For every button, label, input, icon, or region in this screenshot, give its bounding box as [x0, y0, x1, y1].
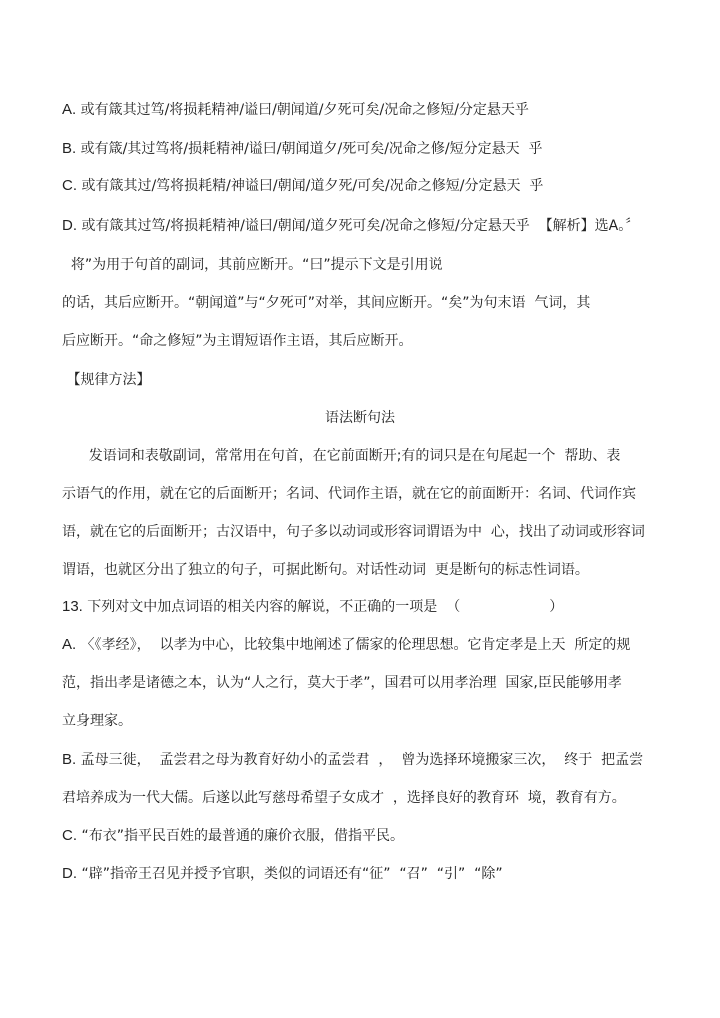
question-text: 下列对文中加点词语的相关内容的解说，不正确的一项是 （ ）: [82, 599, 564, 615]
option-text: 孟母三徙， 孟尝君之母为教育好幼小的孟尝君 ， 曾为选择环境搬家三次， 终于 把孟尝: [76, 752, 644, 768]
q12-option-a: [62, 101, 529, 119]
q12-option-d: [62, 217, 639, 235]
option-text: 或有箴/其过笃将/损耗精神/谥曰/朝闻道夕/死可矣/况命之修/短分定悬天 乎: [76, 141, 543, 157]
analysis-line: 将”为用于句首的副词，其前应断开。“曰”提示下文是引用说: [62, 257, 443, 273]
q13-stem: [62, 598, 563, 616]
q13-option-a-cont: 立身理家。: [62, 713, 132, 729]
option-label: B.: [62, 751, 77, 768]
analysis-line: 的话，其后应断开。“朝闻道”与“夕死可”对举，其间应断开。“矣”为句末语 气词，其: [62, 295, 591, 311]
option-label: A.: [62, 101, 77, 118]
option-label: D.: [62, 217, 77, 234]
option-text: 或有箴其过笃/将损耗精神/谥曰/朝闻/道夕死可矣/况命之修短/分定悬天乎 【解析】选A。〞: [77, 218, 640, 234]
option-text: 或有箴其过/笃将损耗精/神谥曰/朝闻/道夕死/可矣/况命之修短/分定悬天 乎: [77, 178, 544, 194]
method-line: 谓语，也就区分出了独立的句子，可据此断句。对话性动词 更是断句的标志性词语。: [62, 562, 589, 578]
q13-option-c: [62, 827, 404, 845]
q13-option-a: [62, 636, 630, 654]
analysis-line: 后应断开。“命之修短”为主谓短语作主语，其后应断开。: [62, 333, 413, 349]
option-label: D.: [62, 865, 77, 882]
method-line: 语，就在它的后面断开；古汉语中，句子多以动词或形容词谓语为中 心，找出了动词或形容词: [62, 524, 645, 540]
q12-option-b: [62, 140, 543, 158]
option-text: 〈《孝经》， 以孝为中心，比较集中地阐述了儒家的伦理思想。它肯定孝是上天 所定的规: [76, 637, 631, 653]
method-line: 示语气的作用，就在它的后面断开；名词、代词作主语，就在它的前面断开：名词、代词作宾: [62, 486, 636, 502]
q13-option-a-cont: 范，指出孝是诸德之本，认为“人之行，莫大于孝”，国君可以用孝治理 国家,臣民能够用孝: [62, 675, 622, 691]
option-text: “辟”指帝王召见并授予官职，类似的词语还有“征” “召” “引” “除”: [77, 866, 503, 882]
q13-option-b-cont: 君培养成为一代大儒。后遂以此写慈母希望子女成才 ，选择良好的教育环 境，教育有方。: [62, 790, 626, 806]
method-title: 语法断句法: [325, 410, 395, 426]
q13-option-b: [62, 751, 643, 769]
method-line: 发语词和表敬副词，常常用在句首，在它前面断开;有的词只是在句尾起一个 帮助、表: [62, 448, 621, 464]
option-label: C.: [62, 827, 77, 844]
option-label: A.: [62, 636, 77, 653]
option-text: 或有箴其过笃/将损耗精神/谥曰/朝闻道/夕死可矣/况命之修短/分定悬天乎: [76, 102, 529, 118]
option-label: C.: [62, 177, 77, 194]
q12-option-c: [62, 177, 543, 195]
question-number: 13.: [62, 598, 83, 615]
option-label: B.: [62, 140, 77, 157]
method-heading: 【规律方法】: [62, 372, 151, 388]
q13-option-d: [62, 865, 503, 883]
option-text: “布衣”指平民百姓的最普通的廉价衣服，借指平民。: [77, 828, 404, 844]
